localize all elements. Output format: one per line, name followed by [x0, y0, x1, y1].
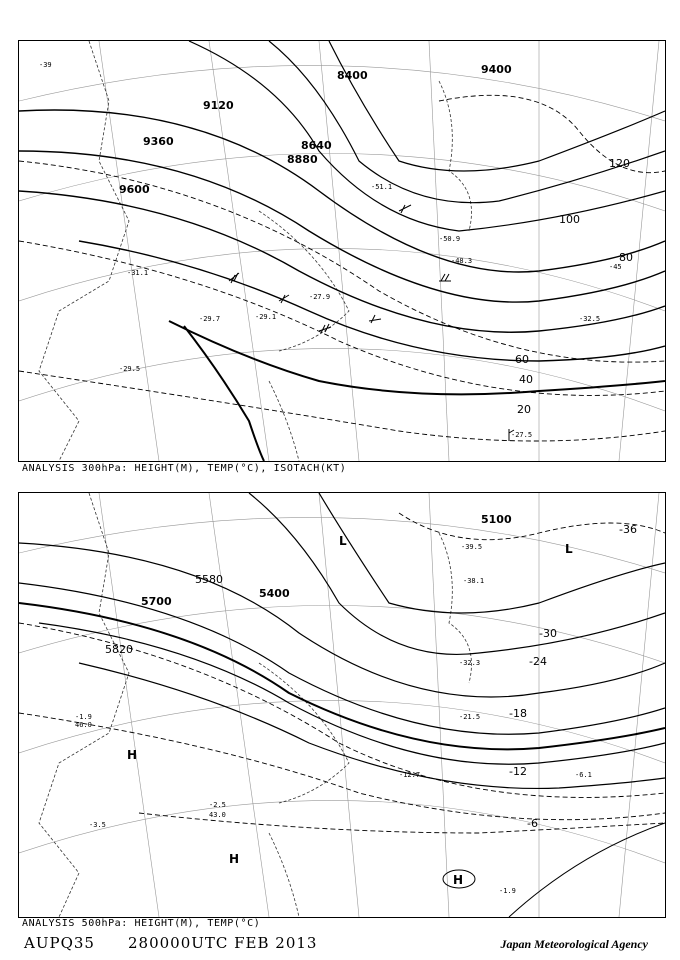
obs-value: -50.9 — [439, 235, 461, 243]
height-label-5700: 5700 — [141, 595, 172, 608]
obs-value: -38.1 — [463, 577, 485, 585]
height-label-5100: 5100 — [481, 513, 512, 526]
isotach-label-60: 60 — [515, 353, 529, 366]
low-marker: L — [339, 534, 347, 548]
isotach-label-40: 40 — [519, 373, 533, 386]
obs-value: -39.5 — [461, 543, 483, 551]
graticule — [19, 493, 665, 917]
obs-value: -32.5 — [579, 315, 601, 323]
height-label-5400: 5400 — [259, 587, 290, 600]
caption-500hpa: ANALYSIS 500hPa: HEIGHT(M), TEMP(°C) — [22, 918, 261, 929]
map-500hpa — [18, 492, 666, 918]
isotach-label-20: 20 — [517, 403, 531, 416]
height-label-8880: 8880 — [287, 153, 318, 166]
isotach-label-80: 80 — [619, 251, 633, 264]
caption-300hpa: ANALYSIS 300hPa: HEIGHT(M), TEMP(°C), ISOTACH(KT) — [22, 463, 347, 474]
isotherm-lines — [19, 513, 665, 833]
obs-value: -1.9 — [75, 713, 92, 721]
height-label-5580: 5580 — [195, 573, 223, 586]
obs-value: -39 — [39, 61, 52, 69]
obs-value: -3.5 — [89, 821, 106, 829]
obs-value: -2.5 — [209, 801, 226, 809]
height-label-5820: 5820 — [105, 643, 133, 656]
obs-value: 46.0 — [75, 721, 92, 729]
height-label-8400: 8400 — [337, 69, 368, 82]
temp-label-minus6: -6 — [527, 817, 538, 830]
map-300hpa-canvas — [19, 41, 665, 461]
obs-value: -45 — [609, 263, 622, 271]
obs-value: -12.7 — [399, 771, 421, 779]
coastlines — [39, 41, 472, 461]
low-marker: L — [565, 542, 573, 556]
temp-label-minus36: -36 — [619, 523, 637, 536]
temp-label-minus30: -30 — [539, 627, 557, 640]
obs-value: -27.9 — [309, 293, 331, 301]
obs-value: -1.9 — [499, 887, 516, 895]
obs-value: -51.1 — [371, 183, 393, 191]
obs-value: -48.3 — [451, 257, 473, 265]
chart-code: AUPQ35 — [24, 934, 95, 952]
obs-value: -29.1 — [255, 313, 277, 321]
valid-time: 280000UTC FEB 2013 — [128, 934, 318, 952]
obs-value: 43.0 — [209, 811, 226, 819]
isotach-label-100: 100 — [559, 213, 580, 226]
obs-value: -29.7 — [199, 315, 221, 323]
temp-label-minus24: -24 — [529, 655, 547, 668]
height-label-9360: 9360 — [143, 135, 174, 148]
height-label-9600: 9600 — [119, 183, 150, 196]
obs-value: -21.5 — [459, 713, 481, 721]
map-300hpa — [18, 40, 666, 462]
isotach-label-120: 120 — [609, 157, 630, 170]
high-marker: H — [229, 852, 240, 866]
high-marker: H — [127, 748, 138, 762]
obs-value: -32.3 — [459, 659, 481, 667]
obs-value: -6.1 — [575, 771, 592, 779]
height-label-9400: 9400 — [481, 63, 512, 76]
coastlines — [39, 493, 472, 917]
obs-value: -29.5 — [119, 365, 141, 373]
graticule — [19, 41, 665, 461]
height-contours — [19, 41, 665, 461]
agency-name: Japan Meteorological Agency — [500, 937, 648, 951]
temp-label-minus12: -12 — [509, 765, 527, 778]
height-label-8640: 8640 — [301, 139, 332, 152]
high-marker: H — [453, 873, 464, 887]
height-contours — [19, 493, 665, 917]
obs-value: -31.1 — [127, 269, 149, 277]
height-label-9120: 9120 — [203, 99, 234, 112]
map-500hpa-canvas — [19, 493, 665, 917]
wind-barbs — [229, 205, 514, 441]
obs-value: -27.5 — [511, 431, 533, 439]
temp-label-minus18: -18 — [509, 707, 527, 720]
